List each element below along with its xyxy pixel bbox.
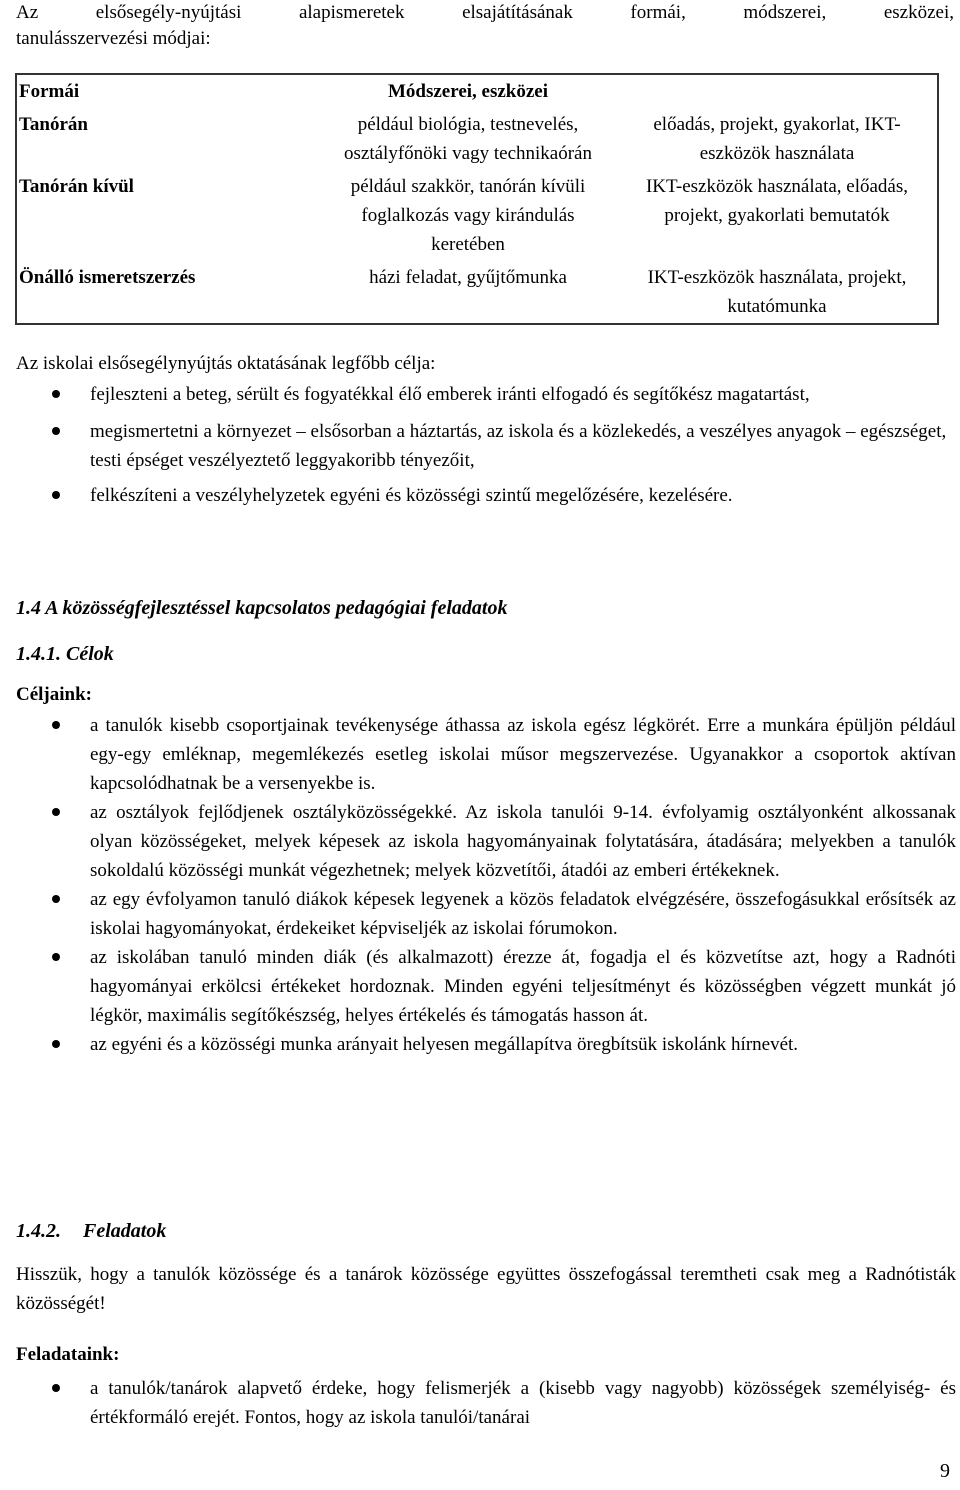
row-methods: például biológia, testnevelés, osztályfőnöki vagy technikaórán <box>344 114 592 164</box>
header-forms: Formái <box>19 81 80 102</box>
list-item: az egyéni és a közösségi munka arányait helyesen megállapítva öregbítsük iskolánk hírnevét. <box>90 1034 799 1055</box>
row-tools: IKT-eszközök használata, előadás, projekt, gyakorlati bemutatók <box>645 176 909 226</box>
list-item: felkészíteni a veszélyhelyzetek egyéni és közösségi szintű megelőzésére, kezelésére. <box>90 485 733 506</box>
tasks-heading: Feladataink: <box>16 1344 120 1365</box>
aims-list <box>50 711 956 1059</box>
list-item: fejleszteni a beteg, sérült és fogyatékkal élő emberek iránti elfogadó és segítőkész magatartást, <box>90 384 810 405</box>
list-item: a tanulók/tanárok alapvető érdeke, hogy felismerjék a (kisebb vagy nagyobb) közösségek személyiség- és értékformáló erejét. Fontos, hogy az iskola tanulói/tanárai <box>90 1378 956 1428</box>
row-form: Tanórán <box>19 114 88 135</box>
page-number: 9 <box>940 1460 950 1482</box>
tasks-intro: Hisszük, hogy a tanulók közössége és a tanárok közössége együttes összefogással teremtheti csak meg a Radnótisták közösségét! <box>16 1264 956 1314</box>
table-row <box>16 261 938 324</box>
row-form: Tanórán kívül <box>19 176 134 197</box>
intro-line-2: tanulásszervezési módjai: <box>16 28 211 49</box>
subsection-tasks-title: 1.4.2. Feladatok <box>16 1220 167 1242</box>
aims-heading: Céljaink: <box>16 684 92 705</box>
row-tools: IKT-eszközök használata, projekt, kutatómunka <box>647 267 907 317</box>
header-methods: Módszerei, eszközei <box>387 81 549 102</box>
section-title: 1.4 A közösségfejlesztéssel kapcsolatos pedagógiai feladatok <box>16 597 508 619</box>
row-methods: házi feladat, gyűjtőmunka <box>369 267 567 288</box>
intro-line-1: Az elsősegély-nyújtási alapismeretek elsajátításának formái, módszerei, eszközei, <box>16 2 954 23</box>
table-row <box>16 170 938 261</box>
list-item: az iskolában tanuló minden diák (és alkalmazott) érezze át, fogadja el és közvetítse azt, hogy a Radnóti hagyományai erkölcsi értékeket hordoznak. Minden egyéni teljesítményt és közösségben végzett munkát jó légkör, maximális segítőkészség, helyes értékelés és támogatás hasson át. <box>90 947 956 1026</box>
table-row <box>16 108 938 170</box>
intro-heading <box>16 0 954 52</box>
row-form: Önálló ismeretszerzés <box>19 267 196 288</box>
table-header-row <box>16 74 938 108</box>
goal-list <box>50 380 956 510</box>
row-tools: előadás, projekt, gyakorlat, IKT-eszközök használata <box>653 114 901 164</box>
list-item: az osztályok fejlődjenek osztályközösségekké. Az iskola tanulói 9-14. évfolyamig osztályonként alkossanak olyan közösségeket, melyek képesek az iskola hagyományainak folytatására, átadására; melyekben a tanulók sokoldalú közösségi munkát végezhetnek; melyek közvetítői, átadói az emberi értékeknek. <box>90 802 956 881</box>
row-methods: például szakkör, tanórán kívüli foglalkozás vagy kirándulás keretében <box>350 176 586 255</box>
methods-table <box>15 73 939 325</box>
header-empty <box>617 74 938 108</box>
subsection-goals-title: 1.4.1. Célok <box>16 643 114 665</box>
list-item: megismertetni a környezet – elsősorban a háztartás, az iskola és a közlekedés, a veszélyes anyagok – egészséget, testi épséget veszélyeztető leggyakoribb tényezőit, <box>90 421 947 471</box>
goal-heading: Az iskolai elsősegélynyújtás oktatásának legfőbb célja: <box>16 353 436 374</box>
list-item: az egy évfolyamon tanuló diákok képesek legyenek a közös feladatok elvégzésére, összefogásukkal erősítsék az iskolai hagyományokat, érdekeiket képviseljék az iskolai fórumokon. <box>90 889 956 939</box>
tasks-list <box>50 1374 956 1432</box>
list-item: a tanulók kisebb csoportjainak tevékenysége áthassa az iskola egész légkörét. Erre a munkára épüljön például egy-egy emléknap, megemlékezés esetleg iskolai műsor megszervezése. Ugyanakkor a csoportok aktívan kapcsolódhatnak be a versenyekbe is. <box>90 715 956 794</box>
